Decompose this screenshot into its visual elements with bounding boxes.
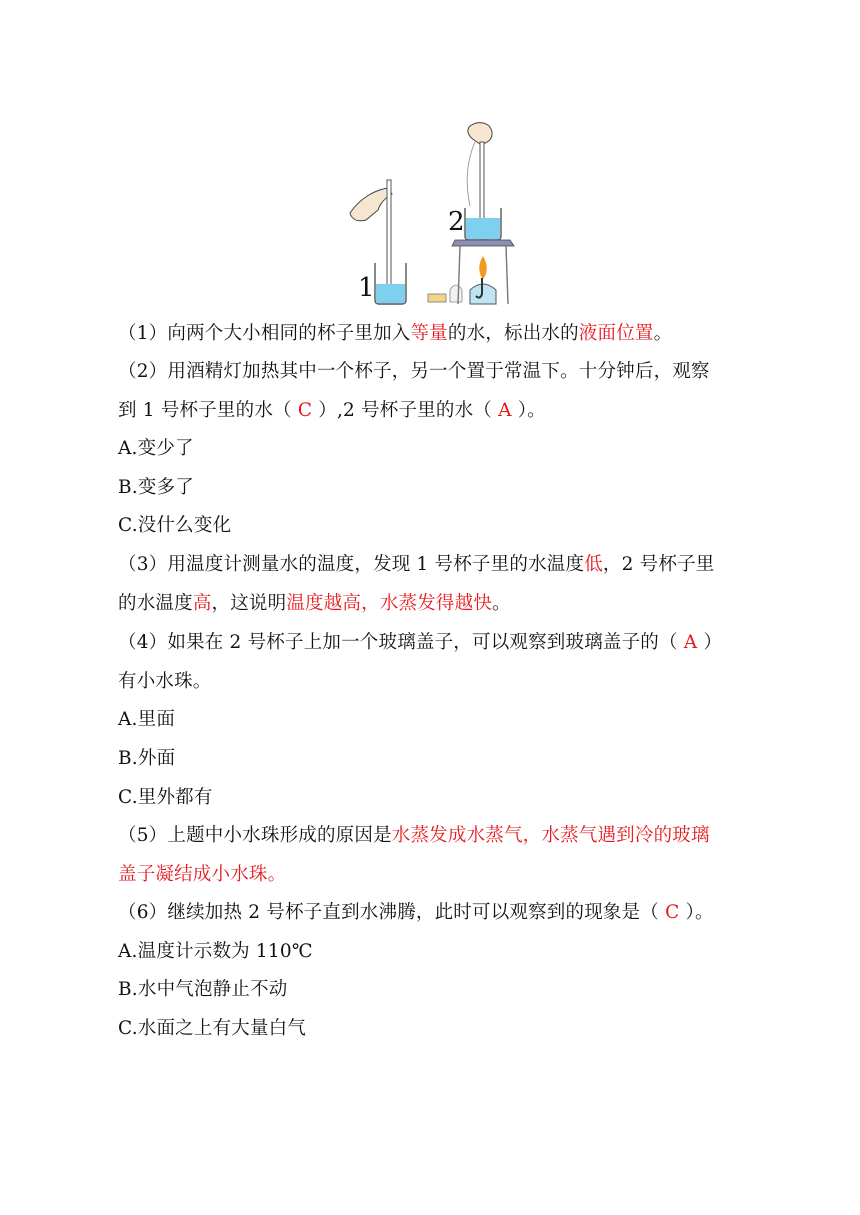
q6-option-a: A.温度计示数为 110℃ (118, 941, 313, 962)
experiment-figure (330, 118, 530, 308)
q3-answer-2: 高 (192, 593, 212, 614)
q2-line-2: 到 1 号杯子里的水（ C ）,2 号杯子里的水（ A ）。 (118, 400, 546, 421)
q2-option-a: A.变少了 (118, 438, 194, 459)
q4-line-2: 有小水珠。 (118, 671, 212, 692)
q2-option-c: C.没什么变化 (118, 515, 232, 536)
beaker-1-label: 1 (358, 273, 375, 303)
lamp-cap-icon (450, 285, 462, 302)
hand-right-icon (468, 123, 492, 144)
q2-line-1: （2）用酒精灯加热其中一个杯子，另一个置于常温下。十分钟后，观察 (118, 361, 710, 382)
q4-option-a: A.里面 (118, 709, 176, 730)
q3-line-2: 的水温度高，这说明温度越高，水蒸发得越快。 (118, 593, 511, 614)
water-2-icon (466, 218, 500, 239)
q6-answer: C (665, 902, 680, 923)
q1-answer-1: 等量 (410, 323, 448, 344)
q2-answer-2: A (498, 400, 512, 421)
beaker-2-label: 2 (448, 207, 465, 237)
q1-line: （1）向两个大小相同的杯子里加入等量的水，标出水的液面位置。 (118, 323, 673, 344)
flame-icon (479, 256, 487, 278)
q4-option-c: C.里外都有 (118, 787, 213, 808)
q3-line-1: （3）用温度计测量水的温度，发现 1 号杯子里的水温度低，2 号杯子里 (118, 554, 715, 575)
gauze-icon (452, 240, 514, 246)
q5-line-2: 盖子凝结成小水珠。 (118, 864, 287, 885)
q3-answer-3: 温度越高，水蒸发得越快 (286, 593, 493, 614)
q6-option-c: C.水面之上有大量白气 (118, 1018, 307, 1039)
q4-line-1: （4）如果在 2 号杯子上加一个玻璃盖子，可以观察到玻璃盖子的（ A ） (118, 632, 723, 653)
q6-option-b: B.水中气泡静止不动 (118, 979, 288, 1000)
q2-answer-1: C (297, 400, 313, 421)
q4-option-b: B.外面 (118, 748, 176, 769)
q6-line-1: （6）继续加热 2 号杯子直到水沸腾，此时可以观察到的现象是（ C ）。 (118, 902, 714, 923)
thermometer-1-icon (387, 180, 391, 290)
q5-line-1: （5）上题中小水珠形成的原因是水蒸发成水蒸气，水蒸气遇到冷的玻璃 (118, 825, 710, 846)
beakers-illustration (330, 118, 530, 308)
q4-answer: A (683, 632, 698, 653)
hand-left-icon (350, 188, 392, 221)
matchbox-icon (428, 294, 446, 302)
q1-answer-2: 液面位置 (578, 323, 654, 344)
q5-answer-1: 水蒸发成水蒸气，水蒸气遇到冷的玻璃 (391, 825, 710, 846)
q3-answer-1: 低 (584, 554, 603, 575)
q2-option-b: B.变多了 (118, 477, 194, 498)
water-1-icon (376, 284, 405, 303)
